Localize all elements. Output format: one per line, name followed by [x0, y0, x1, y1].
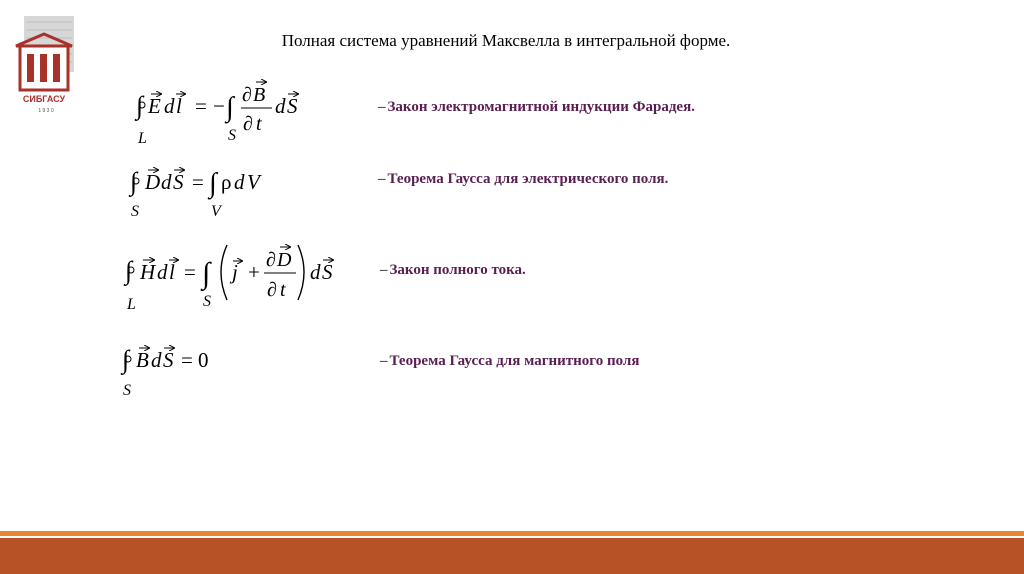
integral-sign: ∫ [209, 168, 217, 199]
equation-faraday [134, 82, 298, 147]
equals-sign: = [192, 170, 204, 194]
contour-integral-sign: ∫ [130, 167, 138, 196]
description-faraday [378, 99, 695, 116]
equation-gauss-electric [128, 167, 262, 220]
vector-l: l [169, 260, 175, 284]
symbol-d: d [310, 260, 321, 284]
surface-S-label: S [228, 127, 236, 144]
vector-S: S [163, 348, 174, 372]
volume-V-label: V [211, 203, 221, 220]
logo-column [53, 54, 60, 82]
logo-column [40, 54, 47, 82]
equation-gauss-magnetic [120, 345, 209, 399]
contour-circle [125, 356, 131, 362]
logo-text: СИБГАСУ [22, 94, 66, 104]
contour-circle [139, 102, 145, 108]
contour-integral-sign: ∫ [125, 256, 133, 285]
logo-column [27, 54, 34, 82]
vector-l: l [176, 94, 182, 118]
description-dash: – [378, 171, 386, 187]
description-ampere [380, 262, 526, 279]
vector-j: j [232, 260, 238, 284]
symbol-d: d [275, 94, 286, 118]
page-title-text: Полная система уравнений Максвелла в интегральной форме. [281, 31, 731, 50]
symbol-V: V [247, 170, 260, 194]
contour-circle [128, 267, 134, 273]
symbol-d: d [234, 170, 245, 194]
equals-sign: = [195, 94, 207, 118]
logo-subtext: 1 9 3 0 [38, 108, 54, 114]
description-text: Закон полного тока. [389, 262, 526, 278]
minus-sign: − [213, 94, 225, 118]
description-text: Теорема Гаусса для электрического поля. [387, 171, 669, 187]
right-parenthesis [298, 245, 304, 300]
plus-sign: + [248, 260, 260, 284]
vector-B: B [253, 84, 266, 106]
description-gauss-magnetic [380, 353, 639, 370]
equals-sign: = [181, 348, 193, 372]
description-text: Закон электромагнитной индукции Фарадея. [387, 99, 695, 115]
vector-S: S [287, 94, 298, 118]
contour-integral-sign: ∫ [136, 91, 144, 120]
surface-S-label: S [131, 203, 139, 220]
footer-accent-stripe [0, 531, 1024, 536]
contour-L-label: L [138, 130, 147, 147]
vector-H: H [140, 260, 156, 284]
left-parenthesis [221, 245, 227, 300]
surface-S-label: S [123, 382, 131, 399]
description-text: Теорема Гаусса для магнитного поля [389, 353, 640, 369]
symbol-d: d [164, 94, 175, 118]
partial-symbol: ∂ [266, 249, 276, 271]
footer-bar [0, 538, 1024, 574]
equals-sign: = [184, 260, 196, 284]
symbol-d: d [161, 170, 172, 194]
vector-D: D [145, 170, 161, 194]
description-dash: – [380, 353, 388, 369]
contour-L-label: L [127, 296, 136, 313]
description-dash: – [380, 262, 388, 278]
symbol-d: d [151, 348, 162, 372]
vector-S: S [173, 170, 184, 194]
symbol-d: d [157, 260, 168, 284]
partial-symbol: ∂ [242, 84, 252, 106]
symbol-t: t [280, 279, 286, 301]
page-title [0, 31, 1024, 51]
equation-ampere [123, 245, 333, 313]
contour-circle [133, 178, 139, 184]
integral-sign: ∫ [202, 257, 211, 290]
description-gauss-electric [378, 171, 668, 188]
zero-value: 0 [198, 348, 209, 372]
surface-S-label: S [203, 293, 211, 310]
contour-integral-sign: ∫ [122, 345, 130, 374]
description-dash: – [378, 99, 386, 115]
vector-S: S [322, 260, 333, 284]
vector-D: D [277, 249, 292, 271]
partial-symbol: ∂ [243, 113, 253, 135]
vector-E: E [148, 94, 161, 118]
vector-B: B [136, 348, 149, 372]
symbol-t: t [256, 113, 262, 135]
partial-symbol: ∂ [267, 279, 277, 301]
integral-sign: ∫ [226, 92, 234, 123]
symbol-rho: ρ [221, 170, 232, 194]
